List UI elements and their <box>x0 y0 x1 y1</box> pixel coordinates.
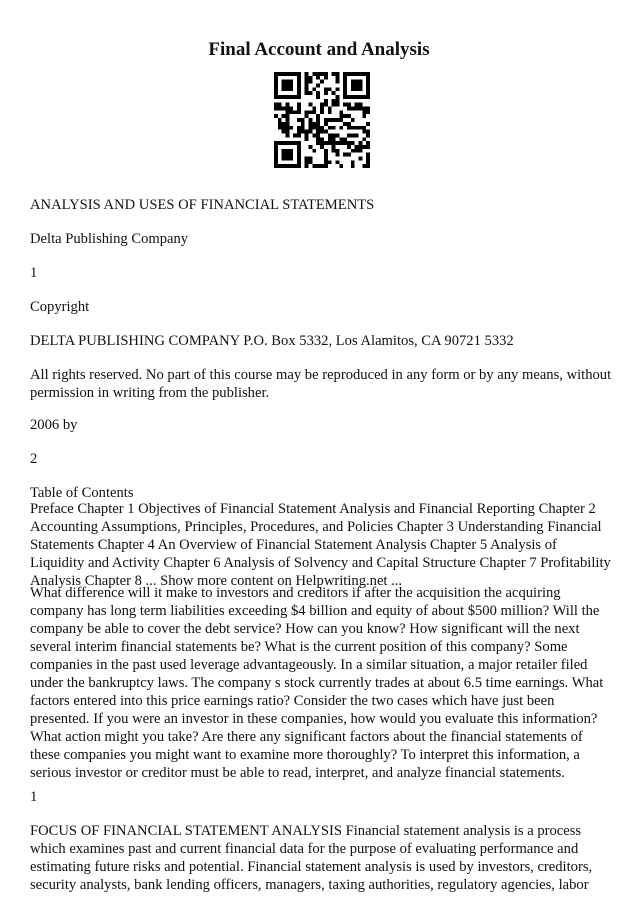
rights-paragraph: All rights reserved. No part of this course may be reproduced in any form or by any means, without permission in writing from the publisher. <box>30 367 612 401</box>
publisher-address: DELTA PUBLISHING COMPANY P.O. Box 5332, Los Alamitos, CA 90721 5332 <box>30 333 514 349</box>
page-number: 1 <box>30 789 38 805</box>
body-paragraph: FOCUS OF FINANCIAL STATEMENT ANALYSIS Financial statement analysis is a process which examines past and current financial data for the purpose of evaluating performance and estimating future risks and potential. Financial statement analysis is used by investors, creditors, security analysts, bank lending officers, managers, taxing authorities, regulatory agencies, labor <box>30 823 593 893</box>
qr-code-image <box>274 72 370 168</box>
toc-paragraph: Preface Chapter 1 Objectives of Financial Statement Analysis and Financial Reporting Chapter 2 Accounting Assumptions, Principles, Procedures, and Policies Chapter 3 Understanding Financial Statements Chapter 4 An Overview of Financial Statement Analysis Chapter 5 Analysis of Liquidity and Activity Chapter 6 Analysis of Solvency and Capital Structure Chapter 7 Profitability Analysis Chapter 8 ... Show more content on Helpwriting.net ... <box>30 501 611 589</box>
toc-heading: Table of Contents <box>30 485 134 501</box>
copyright-heading: Copyright <box>30 299 90 315</box>
page-number: 2 <box>30 451 38 467</box>
page-number: 1 <box>30 265 38 281</box>
section-heading: ANALYSIS AND USES OF FINANCIAL STATEMENTS <box>30 197 375 213</box>
publisher-line: Delta Publishing Company <box>30 231 189 247</box>
body-paragraph: What difference will it make to investors and creditors if after the acquisition the acquiring company has long term liabilities exceeding $4 billion and equity of about $500 million? Will the company be able to cover the debt service? How can you know? How significant will the next several interim financial statements be? What is the current position of this company? Some companies in the past used leverage advantageously. In a similar situation, a major retailer filed under the bankruptcy laws. The company s stock currently trades at about 6.5 time earnings. What factors entered into this price earnings ratio? Consider the two cases which have just been presented. If you were an investor in these companies, how would you evaluate this information? What action might you take? Are there any significant factors about the financial statements of these companies you might want to examine more thoroughly? To interpret this information, a serious investor or creditor must be able to read, interpret, and analyze financial statements. <box>30 585 604 781</box>
year-line: 2006 by <box>30 417 78 433</box>
page-title: Final Account and Analysis <box>208 39 430 60</box>
